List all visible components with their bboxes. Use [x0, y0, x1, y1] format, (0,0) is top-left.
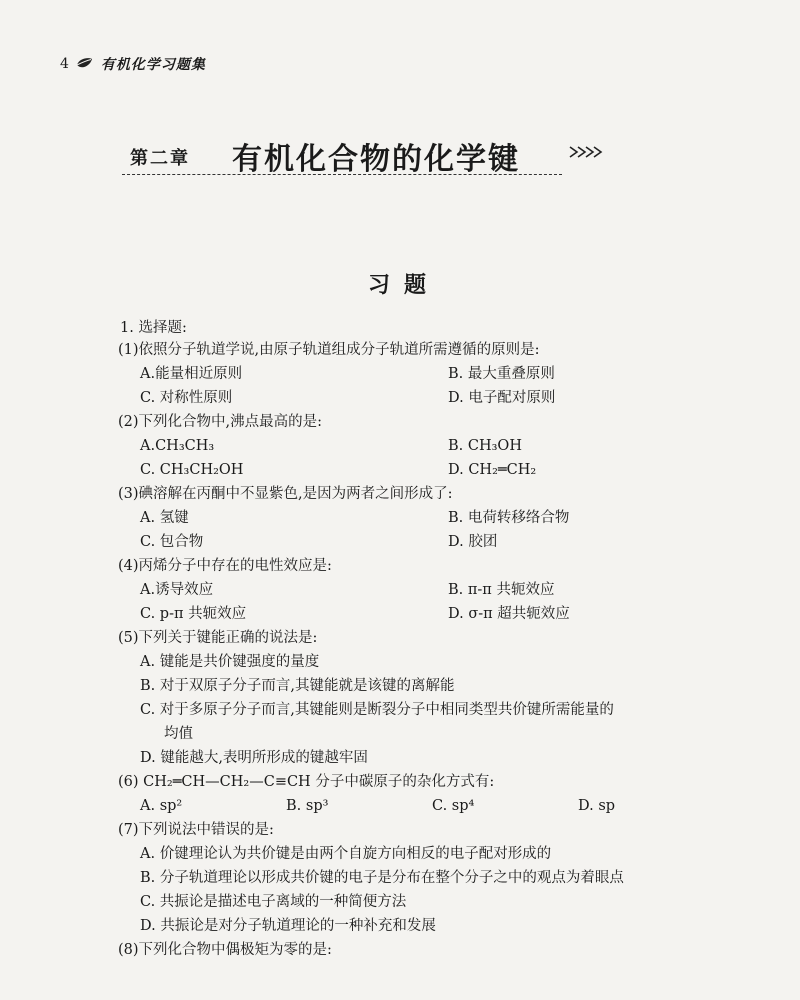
q4-stem: (4)丙烯分子中存在的电性效应是: [118, 558, 332, 574]
q4-option-d: D. σ-π 超共轭效应 [448, 606, 570, 622]
chapter-underline [122, 174, 562, 175]
q2-option-a: A.CH₃CH₃ [140, 438, 215, 454]
q5-option-c-line2: 均值 [164, 726, 193, 742]
q5-option-d: D. 键能越大,表明所形成的键越牢固 [140, 750, 368, 766]
q5-option-c-line1: C. 对于多原子分子而言,其键能则是断裂分子中相同类型共价键所需能量的 [140, 702, 614, 718]
q6-option-b: B. sp³ [286, 798, 329, 814]
leaf-icon [75, 57, 93, 71]
q2-stem: (2)下列化合物中,沸点最高的是: [118, 414, 323, 430]
triple-arrow-icon [568, 144, 604, 160]
q1-option-d: D. 电子配对原则 [448, 390, 556, 406]
q3-stem: (3)碘溶解在丙酮中不显紫色,是因为两者之间形成了: [118, 486, 453, 502]
q4-option-a: A.诱导效应 [140, 582, 214, 598]
q3-option-c: C. 包合物 [140, 534, 204, 550]
q6-stem: (6) CH₂═CH—CH₂—C≡CH 分子中碳原子的杂化方式有: [118, 774, 495, 790]
running-header [60, 54, 206, 74]
q2-option-c: C. CH₃CH₂OH [140, 462, 244, 478]
q7-option-c: C. 共振论是描述电子离域的一种简便方法 [140, 894, 407, 910]
q6-option-d: D. sp [578, 798, 616, 814]
q5-option-b: B. 对于双原子分子而言,其键能就是该键的离解能 [140, 678, 455, 694]
q5-option-a: A. 键能是共价键强度的量度 [140, 654, 320, 670]
q4-option-c: C. p-π 共轭效应 [140, 606, 247, 622]
q7-option-a: A. 价键理论认为共价键是由两个自旋方向相反的电子配对形成的 [140, 846, 552, 862]
q3-option-b: B. 电荷转移络合物 [448, 510, 570, 526]
q7-stem: (7)下列说法中错误的是: [118, 822, 274, 838]
q3-option-d: D. 胶团 [448, 534, 498, 550]
q2-option-d: D. CH₂═CH₂ [448, 462, 537, 478]
q6-option-c: C. sp⁴ [432, 798, 475, 814]
q1-option-c: C. 对称性原则 [140, 390, 233, 406]
q6-option-a: A. sp² [140, 798, 183, 814]
q2-option-b: B. CH₃OH [448, 438, 522, 454]
q8-stem: (8)下列化合物中偶极矩为零的是: [118, 942, 332, 958]
page-number: 4 [60, 56, 69, 72]
q1-stem: (1)依照分子轨道学说,由原子轨道组成分子轨道所需遵循的原则是: [118, 342, 540, 358]
exercise-heading: 1. 选择题: [120, 320, 187, 336]
chapter-title: 有机化合物的化学键 [232, 142, 520, 177]
chapter-heading [122, 136, 562, 176]
section-title: 习题 [368, 272, 441, 298]
q7-option-d: D. 共振论是对分子轨道理论的一种补充和发展 [140, 918, 436, 934]
q1-option-a: A.能量相近原则 [140, 366, 243, 382]
q3-option-a: A. 氢键 [140, 510, 189, 526]
q5-stem: (5)下列关于键能正确的说法是: [118, 630, 318, 646]
q4-option-b: B. π-π 共轭效应 [448, 582, 555, 598]
q1-option-b: B. 最大重叠原则 [448, 366, 555, 382]
q7-option-b: B. 分子轨道理论以形成共价键的电子是分布在整个分子之中的观点为着眼点 [140, 870, 624, 886]
chapter-label: 第二章 [130, 148, 190, 169]
book-title: 有机化学习题集 [100, 57, 206, 73]
